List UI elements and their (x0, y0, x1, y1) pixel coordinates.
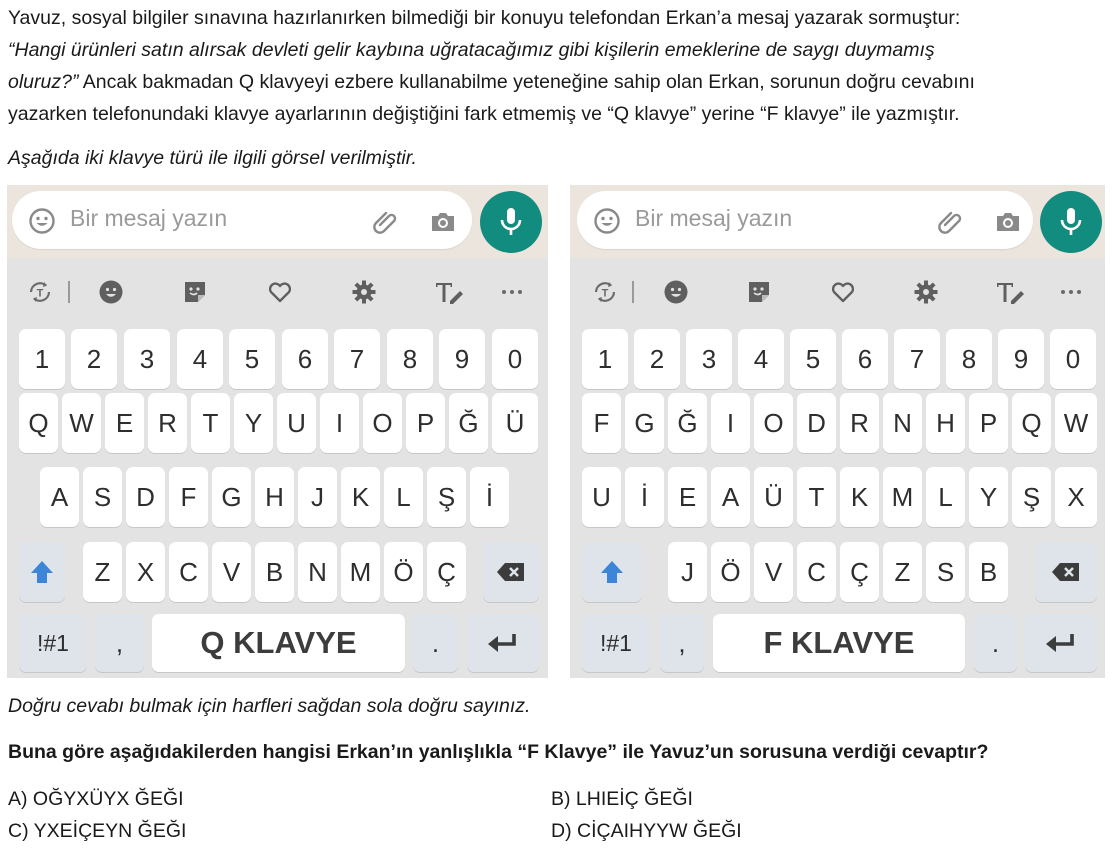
message-input[interactable] (577, 191, 1033, 249)
key-letter[interactable]: U (582, 467, 621, 527)
enter-icon (1045, 632, 1077, 654)
key-letter[interactable]: S (83, 467, 122, 527)
key-letter[interactable]: V (212, 542, 251, 602)
text-style-icon[interactable] (995, 279, 1025, 305)
key-2[interactable]: 2 (71, 329, 117, 389)
backspace-key[interactable] (1035, 542, 1097, 602)
key-letter[interactable]: C (797, 542, 836, 602)
key-2[interactable]: 2 (634, 329, 680, 389)
smiley-icon[interactable] (663, 279, 689, 305)
keyboard-toolbar (7, 265, 548, 319)
key-letter[interactable]: M (341, 542, 380, 602)
paperclip-icon[interactable] (372, 208, 398, 234)
comma-key[interactable]: , (660, 614, 704, 672)
key-8[interactable]: 8 (387, 329, 433, 389)
key-letter[interactable]: A (40, 467, 79, 527)
key-letter[interactable]: İ (470, 467, 509, 527)
option-a[interactable]: A) OĞYXÜYX ĞEĞI (8, 788, 184, 810)
intro-line-4: yazarken telefonundaki klavye ayarlarının değiştiğini fark etmemiş ve “Q klavye” yerine “F klavye” ile yazmıştır. (8, 103, 960, 125)
question-text: Buna göre aşağıdakilerden hangisi Erkan’ın yanlışlıkla “F Klavye” ile Yavuz’un sorusuna verdiği cevaptır? (8, 741, 989, 763)
camera-icon[interactable] (995, 209, 1021, 233)
svg-text:T: T (601, 287, 609, 300)
key-letter[interactable]: Q (1012, 393, 1051, 453)
key-letter[interactable]: X (126, 542, 165, 602)
key-1[interactable]: 1 (582, 329, 628, 389)
backspace-icon (496, 562, 526, 582)
message-input[interactable] (12, 191, 472, 249)
key-letter[interactable]: W (62, 393, 101, 453)
counting-hint: Doğru cevabı bulmak için harfleri sağdan sola doğru sayınız. (8, 695, 531, 717)
key-7[interactable]: 7 (894, 329, 940, 389)
question-intro (8, 2, 1108, 130)
shift-icon (29, 559, 55, 585)
key-0[interactable]: 0 (1050, 329, 1096, 389)
key-letter[interactable]: I (320, 393, 359, 453)
mic-button[interactable] (480, 191, 542, 253)
translate-icon[interactable] (27, 279, 53, 305)
enter-key[interactable] (1025, 614, 1097, 672)
toolbar-separator (68, 281, 70, 303)
q-keyboard-screenshot (7, 185, 548, 678)
heart-icon[interactable] (267, 279, 293, 305)
key-letter[interactable]: İ (625, 467, 664, 527)
key-letter[interactable]: E (668, 467, 707, 527)
sticker-icon[interactable] (746, 279, 772, 305)
key-6[interactable]: 6 (842, 329, 888, 389)
key-letter[interactable]: Ö (384, 542, 423, 602)
key-letter[interactable]: Q (19, 393, 58, 453)
heart-icon[interactable] (830, 279, 856, 305)
message-bar (570, 185, 1105, 258)
key-letter[interactable]: Z (883, 542, 922, 602)
key-letter[interactable]: Y (234, 393, 273, 453)
message-placeholder: Bir mesaj yazın (70, 205, 228, 231)
enter-icon (487, 632, 519, 654)
option-b[interactable]: B) LHIEİÇ ĞEĞI (551, 788, 693, 810)
text-style-icon[interactable] (434, 279, 464, 305)
key-letter[interactable]: H (926, 393, 965, 453)
symbols-key[interactable]: !#1 (582, 614, 650, 672)
backspace-icon (1051, 562, 1081, 582)
key-letter[interactable]: R (148, 393, 187, 453)
key-4[interactable]: 4 (738, 329, 784, 389)
key-letter[interactable]: F (582, 393, 621, 453)
smiley-icon[interactable] (98, 279, 124, 305)
key-letter[interactable]: B (969, 542, 1008, 602)
mic-icon (1059, 207, 1083, 237)
key-letter[interactable]: A (711, 467, 750, 527)
shift-key[interactable] (19, 542, 65, 602)
key-letter[interactable]: V (754, 542, 793, 602)
key-letter[interactable]: N (298, 542, 337, 602)
emoji-icon[interactable] (593, 207, 621, 235)
key-letter[interactable]: I (711, 393, 750, 453)
key-letter[interactable]: G (625, 393, 664, 453)
key-letter[interactable]: H (255, 467, 294, 527)
key-letter[interactable]: L (926, 467, 965, 527)
intro-line-3 (8, 66, 1108, 98)
key-8[interactable]: 8 (946, 329, 992, 389)
message-bar (7, 185, 548, 258)
message-placeholder: Bir mesaj yazın (635, 205, 793, 231)
key-letter[interactable]: M (883, 467, 922, 527)
intro-line-2: “Hangi ürünleri satın alırsak devleti gelir kaybına uğratacağımız gibi kişilerin emeklerine de saygı duymamış (8, 39, 935, 61)
key-letter[interactable]: Ç (840, 542, 879, 602)
key-letter[interactable]: J (298, 467, 337, 527)
option-d[interactable]: D) CİÇAIHYYW ĞEĞI (551, 820, 742, 842)
key-5[interactable]: 5 (229, 329, 275, 389)
key-letter[interactable]: Ş (427, 467, 466, 527)
shift-key[interactable] (582, 542, 642, 602)
period-key[interactable]: . (413, 614, 458, 672)
key-6[interactable]: 6 (282, 329, 328, 389)
key-letter[interactable]: Ğ (449, 393, 488, 453)
shift-icon (599, 559, 625, 585)
intro-line-1: Yavuz, sosyal bilgiler sınavına hazırlanırken bilmediği bir konuyu telefondan Erkan’a mesaj yazarak sormuştur: (8, 7, 961, 29)
key-letter[interactable]: E (105, 393, 144, 453)
gear-icon[interactable] (351, 279, 377, 305)
enter-key[interactable] (467, 614, 539, 672)
translate-icon[interactable] (592, 279, 618, 305)
emoji-icon[interactable] (28, 207, 56, 235)
key-3[interactable]: 3 (124, 329, 170, 389)
intro-line-3-quote-end: oluruz?” (8, 71, 79, 93)
gear-icon[interactable] (913, 279, 939, 305)
key-9[interactable]: 9 (439, 329, 485, 389)
space-key[interactable]: F KLAVYE (713, 614, 965, 672)
mic-icon (499, 207, 523, 237)
key-letter[interactable]: K (341, 467, 380, 527)
key-4[interactable]: 4 (177, 329, 223, 389)
key-9[interactable]: 9 (998, 329, 1044, 389)
key-letter[interactable]: Ç (427, 542, 466, 602)
key-letter[interactable]: P (406, 393, 445, 453)
key-letter[interactable]: O (363, 393, 402, 453)
key-3[interactable]: 3 (686, 329, 732, 389)
camera-icon[interactable] (430, 209, 456, 233)
key-letter[interactable]: Y (969, 467, 1008, 527)
key-letter[interactable]: T (191, 393, 230, 453)
key-letter[interactable]: W (1055, 393, 1097, 453)
key-letter[interactable]: U (277, 393, 316, 453)
key-letter[interactable]: Ö (711, 542, 750, 602)
option-c[interactable]: C) YXEİÇEYN ĞEĞI (8, 820, 187, 842)
key-letter[interactable]: C (169, 542, 208, 602)
more-icon[interactable] (499, 279, 525, 305)
key-letter[interactable]: S (926, 542, 965, 602)
subtitle: Aşağıda iki klavye türü ile ilgili görsel verilmiştir. (8, 147, 417, 169)
key-letter[interactable]: B (255, 542, 294, 602)
backspace-key[interactable] (483, 542, 539, 602)
key-1[interactable]: 1 (19, 329, 65, 389)
mic-button[interactable] (1040, 191, 1102, 253)
key-letter[interactable]: J (668, 542, 707, 602)
comma-key[interactable]: , (95, 614, 144, 672)
f-keyboard-screenshot (570, 185, 1105, 678)
key-letter[interactable]: Ü (492, 393, 538, 453)
svg-text:T: T (36, 287, 44, 300)
intro-line-3-rest: Ancak bakmadan Q klavyeyi ezbere kullanabilme yeteneğine sahip olan Erkan, sorunun doğru cevabını (78, 71, 975, 93)
key-letter[interactable]: K (840, 467, 879, 527)
key-letter[interactable]: L (384, 467, 423, 527)
key-letter[interactable]: Ğ (668, 393, 707, 453)
toolbar-separator (632, 281, 634, 303)
space-key[interactable]: Q KLAVYE (152, 614, 405, 672)
period-key[interactable]: . (974, 614, 1017, 672)
sticker-icon[interactable] (182, 279, 208, 305)
key-letter[interactable]: X (1055, 467, 1097, 527)
key-0[interactable]: 0 (492, 329, 538, 389)
symbols-key[interactable]: !#1 (19, 614, 87, 672)
key-letter[interactable]: D (126, 467, 165, 527)
key-letter[interactable]: G (212, 467, 251, 527)
key-letter[interactable]: Z (83, 542, 122, 602)
more-icon[interactable] (1058, 279, 1084, 305)
keyboard-toolbar (570, 265, 1105, 319)
key-5[interactable]: 5 (790, 329, 836, 389)
key-letter[interactable]: Ü (754, 467, 793, 527)
key-letter[interactable]: F (169, 467, 208, 527)
key-letter[interactable]: R (840, 393, 879, 453)
key-letter[interactable]: O (754, 393, 793, 453)
paperclip-icon[interactable] (937, 208, 963, 234)
key-letter[interactable]: N (883, 393, 922, 453)
key-letter[interactable]: Ş (1012, 467, 1051, 527)
key-letter[interactable]: T (797, 467, 836, 527)
key-letter[interactable]: D (797, 393, 836, 453)
key-7[interactable]: 7 (334, 329, 380, 389)
key-letter[interactable]: P (969, 393, 1008, 453)
